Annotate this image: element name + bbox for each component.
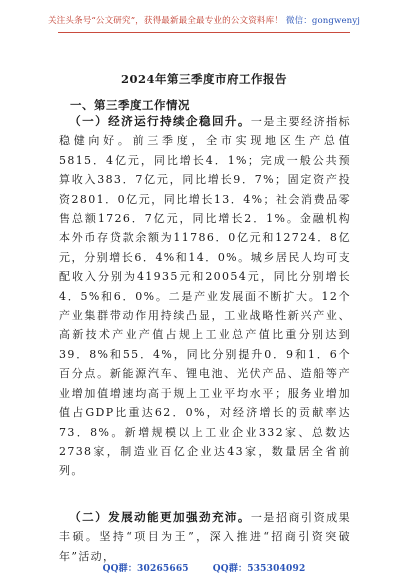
section-heading: 一、第三季度工作情况 <box>70 98 190 112</box>
paragraph-heading: （二）发展动能更加强劲充沛。 <box>69 510 251 524</box>
footer-contact <box>0 561 408 574</box>
wechat-id: gongwenyj <box>311 16 361 26</box>
paragraph-body: 一是招商引资成果丰硕。坚持“项目为王”，深入推进“招商引资突破年”活动， <box>59 511 351 563</box>
wechat-label: 微信： <box>285 16 312 26</box>
paragraph-body: 一是主要经济指标稳健向好。前三季度，全市实现地区生产总值5815．4亿元，同比增长4．1%；完成一般公共预算收入383．7亿元，同比增长9．7%；固定资产投资2801．0亿元，同比增长13．4%；社会消费品零售总额1726．7亿元，同比增长2．1%。金融机构本外币存贷款余额为11786．0亿元和12724．8亿元，分别增长6．4%和14．0%。城乡居民人均可支配收入分别为41935元和20054元，同比分别增长4．5%和6．0%。二是产业发展面不断扩大。12个产业集群带动作用持续凸显，工业战略性新兴产业、高新技术产业产值占规上工业总产值比重分别达到39．8%和55．4%，同比分别提升0．9和1．6个百分点。新能源汽车、锂电池、光伏产品、造船等产业增加值增速均高于规上工业平均水平；服务业增加值占GDP比重达62．0%，对经济增长的贡献率达73．8%。新增规模以上工业企业332家、总数达2738家，制造业百亿企业达43家，数量居全省前列。 <box>59 115 351 478</box>
qq-group-2: QQ群：535304092 <box>212 564 306 574</box>
header-banner <box>0 14 408 26</box>
document-title: 2024年第三季度市府工作报告 <box>120 72 287 86</box>
paragraph <box>59 112 351 481</box>
header-divider <box>58 32 350 33</box>
qq-group-1: QQ群：30265665 <box>102 564 189 574</box>
paragraph-heading: （一）经济运行持续企稳回升。 <box>69 114 251 128</box>
promo-text: 关注头条号“公文研究”，获得最新最全最专业的公文资料库！ <box>47 16 283 26</box>
paragraph <box>59 508 351 566</box>
